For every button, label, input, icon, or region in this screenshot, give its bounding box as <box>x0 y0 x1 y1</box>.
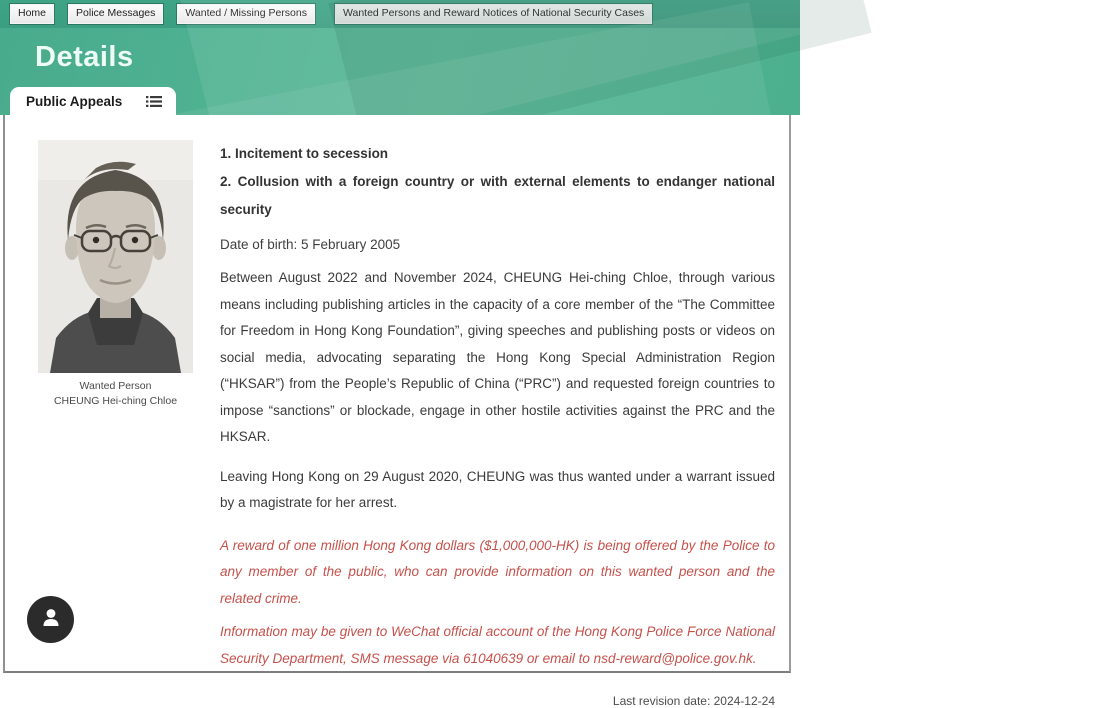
tab-label: Public Appeals <box>26 93 123 109</box>
page-banner <box>0 28 800 115</box>
person-icon <box>39 605 63 634</box>
description-paragraph-1: Between August 2022 and November 2024, CHEUNG Hei-ching Chloe, through various means including publishing articles in the capacity of a core member of the “The Committee for Freedom in Hong Kong Foundation”, giving speeches and publishing posts or videos on social media, advocating separating the Hong Kong Special Administration Region (“HKSAR”) from the People’s Republic of China (“PRC”) and requested foreign countries to impose “sanctions” or blockade, engage in other hostile activities against the PRC and the HKSAR. <box>220 270 775 444</box>
page-title: Details <box>35 41 134 73</box>
reward-paragraph-2: Information may be given to WeChat official account of the Hong Kong Police Force National Security Department, SMS message via 61040639 or email to nsd-reward@police.gov.hk. <box>220 624 775 666</box>
photo-caption-line2: CHEUNG Hei-ching Chloe <box>53 395 178 407</box>
last-revision-date: Last revision date: 2024-12-24 <box>612 694 775 708</box>
reward-paragraph-1: A reward of one million Hong Kong dollars ($1,000,000-HK) is being offered by the Police to any member of the public, who can provide information on this wanted person and the related crime. <box>220 537 775 606</box>
wanted-person-photo <box>38 140 193 373</box>
details-text-column <box>220 140 775 708</box>
nav-police-messages-button[interactable]: Police Messages <box>68 4 163 24</box>
list-icon[interactable] <box>146 95 162 108</box>
date-of-birth: Date of birth: 5 February 2005 <box>220 237 401 252</box>
content-frame <box>3 115 791 708</box>
charge-1: 1. Incitement to secession <box>220 146 389 161</box>
photo-caption-line1: Wanted Person <box>79 380 152 392</box>
tab-public-appeals[interactable] <box>10 87 176 115</box>
charge-2: 2. Collusion with a foreign country or with external elements to endanger national security <box>220 174 775 217</box>
accessibility-person-button[interactable] <box>27 596 74 643</box>
description-paragraph-2: Leaving Hong Kong on 29 August 2020, CHEUNG was thus wanted under a warrant issued by a magistrate for her arrest. <box>220 468 775 510</box>
nav-home-button[interactable]: Home <box>10 4 54 24</box>
photo-caption <box>38 379 193 409</box>
